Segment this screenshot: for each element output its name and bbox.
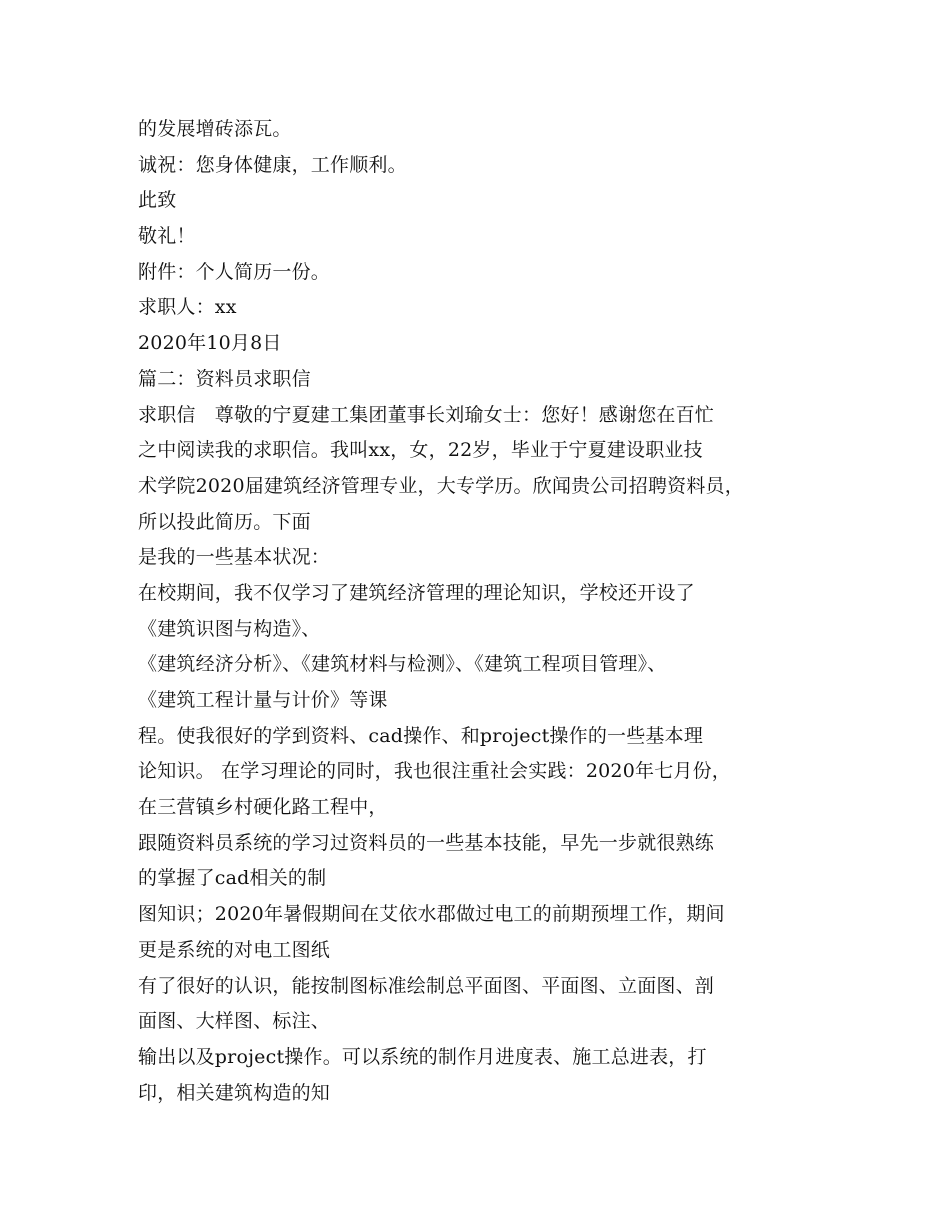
text-line-16: 《建筑经济分析》、《建筑材料与检测》、《建筑工程项目管理》、 <box>138 653 667 676</box>
text-line-10: 之中阅读我的求职信。我叫xx，女，22岁，毕业于宁夏建设职业技 <box>138 439 703 462</box>
text-line-21: 跟随资料员系统的学习过资料员的一些基本技能，早先一步就很熟练 <box>138 831 715 854</box>
text-line-23: 图知识；2020年暑假期间在艾依水郡做过电工的前期预埋工作，期间 <box>138 903 725 926</box>
text-line-15: 《建筑识图与构造》、 <box>138 617 321 640</box>
text-line-22: 的掌握了cad相关的制 <box>138 867 327 890</box>
text-line-27: 输出以及project操作。可以系统的制作月进度表、施工总进表，打 <box>138 1045 707 1068</box>
text-line-13: 是我的一些基本状况： <box>138 546 331 569</box>
text-line-17: 《建筑工程计量与计价》等课 <box>138 689 388 711</box>
text-line-26: 面图、大样图、标注、 <box>138 1010 331 1033</box>
text-line-4: 敬礼！ <box>138 225 196 248</box>
text-line-20: 在三营镇乡村硬化路工程中， <box>138 796 388 819</box>
text-line-5: 附件：个人简历一份。 <box>138 260 331 283</box>
text-line-14: 在校期间，我不仅学习了建筑经济管理的理论知识，学校还开设了 <box>138 581 695 604</box>
text-line-9: 求职信 尊敬的宁夏建工集团董事长刘瑜女士：您好！感谢您在百忙 <box>138 403 715 426</box>
document-body <box>138 112 828 1111</box>
text-line-28: 印，相关建筑构造的知 <box>138 1081 331 1104</box>
section-heading: 篇二：资料员求职信 <box>138 367 311 390</box>
text-line-3: 此致 <box>138 189 177 212</box>
text-line-6: 求职人：xx <box>138 296 237 319</box>
text-line-7: 2020年10月8日 <box>138 332 282 355</box>
text-line-18: 程。使我很好的学到资料、cad操作、和project操作的一些基本理 <box>138 724 704 747</box>
text-line-12: 所以投此简历。下面 <box>138 510 311 533</box>
text-line-2: 诚祝：您身体健康，工作顺利。 <box>138 153 407 176</box>
text-line-25: 有了很好的认识，能按制图标准绘制总平面图、平面图、立面图、剖 <box>138 974 715 997</box>
text-line-24: 更是系统的对电工图纸 <box>138 938 331 961</box>
text-line-19: 论知识。 在学习理论的同时，我也很注重社会实践：2020年七月份， <box>138 760 731 783</box>
text-line-11: 术学院2020届建筑经济管理专业，大专学历。欣闻贵公司招聘资料员， <box>138 474 744 497</box>
text-line-1: 的发展增砖添瓦。 <box>138 118 292 140</box>
